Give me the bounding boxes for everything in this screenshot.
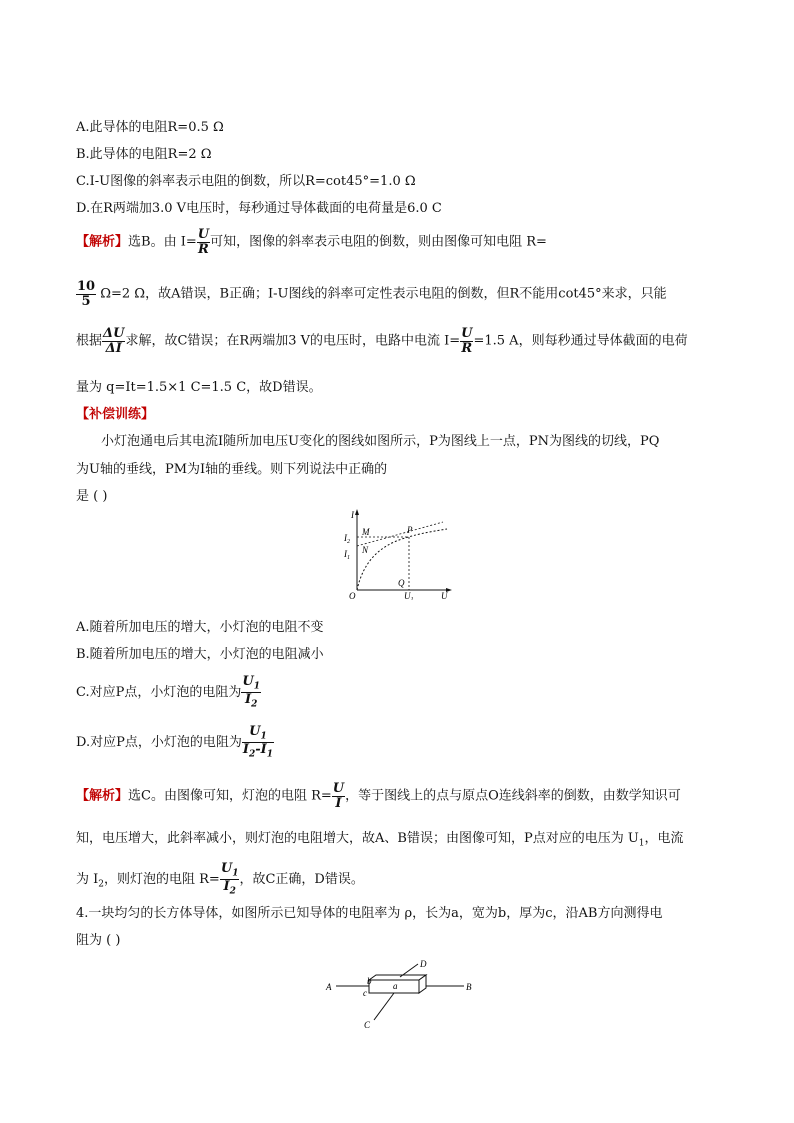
fraction-10-over-5: $\frac{10}{5}$	[77, 279, 96, 309]
supplement-option-a: A.随着所加电压的增大，小灯泡的电阻不变	[76, 620, 324, 635]
label-i2: $I_2$	[344, 533, 350, 545]
fraction-u-over-i: $\frac{U}{I}$	[332, 781, 345, 811]
supplement-stem-1: 小灯泡通电后其电流I随所加电压U变化的图线如图所示，P为图线上一点，PN为图线的切线，PQ	[101, 434, 660, 449]
label-d: D	[420, 959, 427, 969]
cuboid-figure	[322, 958, 482, 1032]
iu-graph	[343, 508, 455, 600]
option-a: A.此导体的电阻R=0.5 Ω	[76, 120, 224, 135]
supplement-heading: 【补偿训练】	[76, 407, 155, 422]
label-n: N	[362, 545, 369, 555]
analysis-line-2: $\frac{10}{5}$ Ω=2 Ω，故A错误，B正确；I-U图线的斜率可定性表示电阻的倒数，但R不能用cot45°来求，只能	[77, 279, 667, 309]
q4-stem-1: 4.一块均匀的长方体导体，如图所示已知导体的电阻率为 ρ，长为a，宽为b，厚为c，沿AB方向测得电	[76, 906, 663, 921]
q4-stem-2: 阻为 ( )	[76, 933, 121, 948]
fraction-u1-over-i2-answer: $\frac{U_1}{I_2}$	[220, 861, 239, 897]
fraction-u1-over-i2-minus-i1: $\frac{U_1}{I_2-I_1}$	[242, 724, 273, 760]
supplement-option-b: B.随着所加电压的增大，小灯泡的电阻减小	[76, 647, 324, 662]
label-p: P	[407, 525, 413, 535]
supplement-analysis-line-2: 知，电压增大，此斜率减小，则灯泡的电阻增大，故A、B错误；由图像可知，P点对应的电压为 $U_1$，电流	[76, 831, 684, 849]
label-i: I	[351, 510, 354, 520]
label-b-side: b	[367, 976, 372, 986]
supplement-option-c: C.对应P点，小灯泡的电阻为 $\frac{U_1}{I_2}$	[76, 674, 260, 710]
label-c-end: C	[364, 1020, 371, 1030]
label-a-side: a	[393, 981, 398, 991]
label-i1: $I_1$	[344, 549, 350, 561]
label-u1: $U_1$	[404, 591, 414, 600]
label-q: Q	[398, 578, 405, 588]
label-o: O	[349, 591, 356, 600]
supplement-analysis-line-3: 为 $I_2$，则灯泡的电阻 R= $\frac{U_1}{I_2}$ ，故C正确，D错误。	[76, 861, 364, 897]
analysis-line-1: 【解析】选B。由 I= $\frac{U}{R}$ 可知，图像的斜率表示电阻的倒数，则由图像可知电阻 R=	[76, 227, 547, 257]
supplement-stem-2: 为U轴的垂线，PM为I轴的垂线。则下列说法中正确的	[76, 462, 388, 477]
analysis-line-4: 量为 q=It=1.5×1 C=1.5 C，故D错误。	[76, 380, 322, 395]
fraction-u-over-r-2: $\frac{U}{R}$	[461, 326, 473, 356]
analysis-tag: 【解析】	[76, 234, 129, 250]
option-d: D.在R两端加3.0 V电压时，每秒通过导体截面的电荷量是6.0 C	[76, 201, 442, 216]
label-u: U	[441, 591, 448, 600]
label-c-side: c	[363, 988, 367, 998]
fraction-u1-over-i2: $\frac{U_1}{I_2}$	[242, 674, 260, 710]
supplement-analysis-line-1: 【解析】选C。由图像可知，灯泡的电阻 R= $\frac{U}{I}$ ，等于图线上的点与原点O连线斜率的倒数，由数学知识可	[76, 781, 681, 811]
label-a-end: A	[326, 982, 332, 992]
option-c: C.I-U图像的斜率表示电阻的倒数，所以R=cot45°=1.0 Ω	[76, 174, 416, 189]
label-m: M	[362, 527, 370, 537]
fraction-u-over-r: $\frac{U}{R}$	[197, 227, 210, 257]
label-b-end: B	[466, 982, 472, 992]
supplement-option-d: D.对应P点，小灯泡的电阻为 $\frac{U_1}{I_2-I_1}$	[76, 724, 273, 760]
fraction-du-over-di: $\frac{\Delta U}{\Delta I}$	[103, 326, 125, 356]
supplement-stem-3: 是 ( )	[76, 489, 108, 504]
option-b: B.此导体的电阻R=2 Ω	[76, 147, 212, 162]
analysis-line-3: 根据 $\frac{\Delta U}{\Delta I}$ 求解，故C错误；在R两端加3 V的电压时，电路中电流 I= $\frac{U}{R}$ =1.5 A，则每秒通过导体截面的电荷	[76, 326, 688, 356]
